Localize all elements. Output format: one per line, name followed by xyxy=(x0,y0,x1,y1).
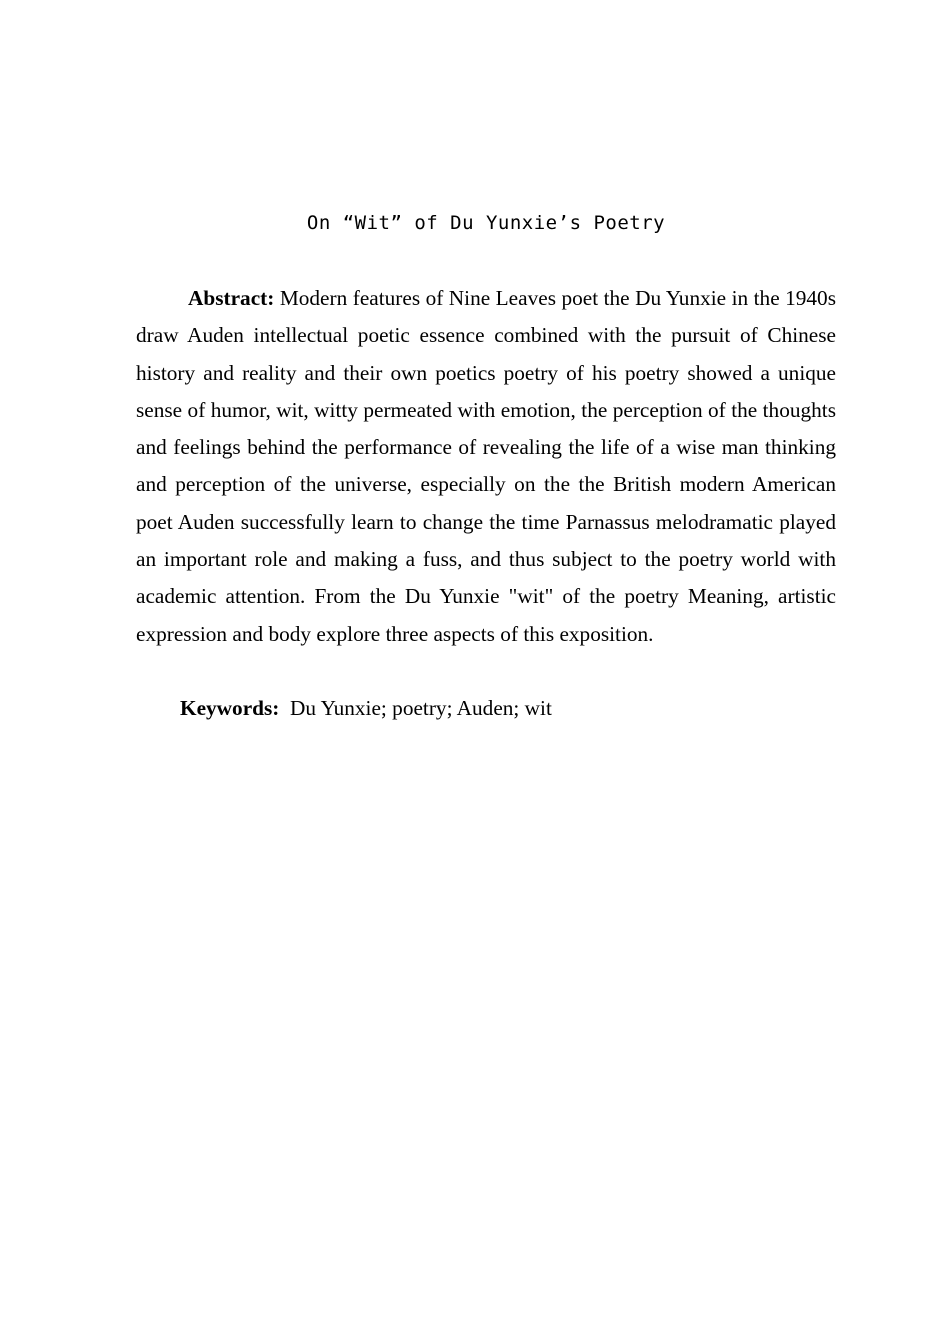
keywords-line xyxy=(180,690,840,727)
abstract-label: Abstract: xyxy=(188,286,275,310)
paper-title: On “Wit” of Du Yunxie’s Poetry xyxy=(306,212,666,234)
abstract-text: Modern features of Nine Leaves poet the Du Yunxie in the 1940s draw Auden intellectual poetic essence combined with the pursuit of Chinese history and reality and their own poetics poetry of his poetry showed a unique sense of humor, wit, witty permeated with emotion, the perception of the thoughts and feelings behind the performance of revealing the life of a wise man thinking and perception of the universe, especially on the the British modern American poet Auden successfully learn to change the time Parnassus melodramatic played an important role and making a fuss, and thus subject to the poetry world with academic attention. From the Du Yunxie "wit" of the poetry Meaning, artistic expression and body explore three aspects of this exposition. xyxy=(136,286,836,646)
abstract-paragraph xyxy=(136,280,836,653)
keywords-text: Du Yunxie; poetry; Auden; wit xyxy=(290,696,552,720)
keywords-label: Keywords: xyxy=(180,696,280,720)
